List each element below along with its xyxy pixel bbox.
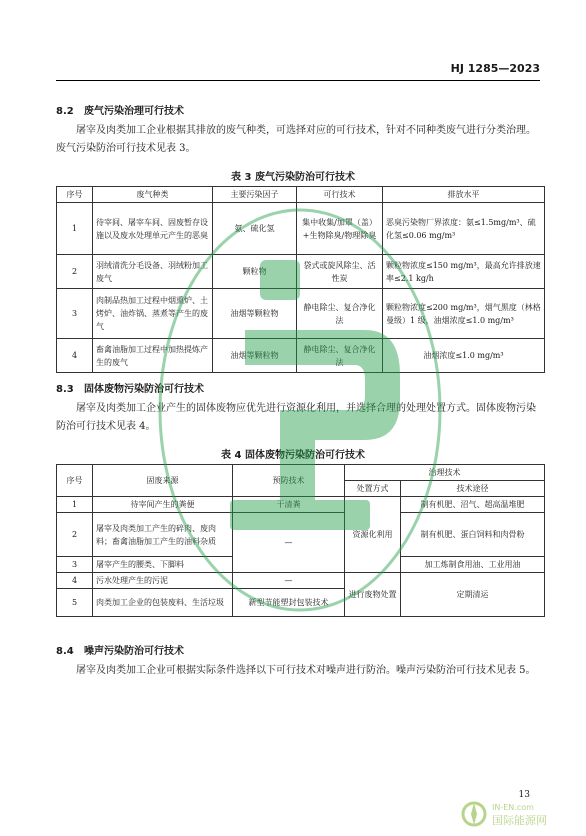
table-cell: 新型节能塑封包装技术 <box>233 589 345 617</box>
column-header: 处置方式 <box>345 481 401 497</box>
table-row <box>57 203 545 255</box>
table-cell: 制有机肥、沼气、超高温堆肥 <box>401 497 545 513</box>
table-header-row <box>57 187 545 203</box>
paragraph-8-2: 屠宰及肉类加工企业根据其排放的废气种类，可选择对应的可行技术，针对不同种类废气进行分类治理。废气污染防治可行技术见表 3。 <box>56 125 536 154</box>
table-cell: 静电除尘、复合净化法 <box>297 289 383 339</box>
section-heading-8-2 <box>56 102 184 117</box>
table-cell: 油烟等颗粒物 <box>213 339 297 373</box>
table-cell: 定期清运 <box>401 573 545 617</box>
column-header: 治理技术 <box>345 465 545 481</box>
table-cell: 氨、硫化氢 <box>213 203 297 255</box>
table-row <box>57 497 545 513</box>
table-cell: 5 <box>57 589 93 617</box>
page-number: 13 <box>518 790 530 800</box>
table-4 <box>56 464 545 617</box>
column-header: 序号 <box>57 465 93 497</box>
section-number: 8.4 <box>56 646 74 657</box>
table-cell: 3 <box>57 289 93 339</box>
section-heading-8-3 <box>56 380 204 395</box>
section-title: 废气污染治理可行技术 <box>84 106 184 117</box>
table-cell: 羽绒清洗分毛设备、羽绒粉加工废气 <box>93 255 213 289</box>
table-cell: 2 <box>57 513 93 557</box>
table-cell: 油烟浓度≤1.0 mg/m³ <box>383 339 545 373</box>
table-cell: 袋式或旋风除尘、活性炭 <box>297 255 383 289</box>
standard-code: HJ 1285—2023 <box>450 62 540 75</box>
table-row <box>57 289 545 339</box>
table-3 <box>56 186 545 373</box>
section-number: 8.2 <box>56 106 74 117</box>
table-cell: 畜禽油脂加工过程中加热提炼产生的废气 <box>93 339 213 373</box>
column-header: 主要污染因子 <box>213 187 297 203</box>
table-cell: 颗粒物浓度≤150 mg/m³，最高允许排放速率≤2.1 kg/h <box>383 255 545 289</box>
table-cell: — <box>233 513 345 573</box>
table-cell: 1 <box>57 203 93 255</box>
column-header: 预防技术 <box>233 465 345 497</box>
table-cell: 3 <box>57 557 93 573</box>
paragraph-8-4: 屠宰及肉类加工企业可根据实际条件选择以下可行技术对噪声进行防治。噪声污染防治可行技术见表 5。 <box>76 665 536 676</box>
table-cell: 1 <box>57 497 93 513</box>
table-header-row <box>57 465 545 481</box>
table-cell: 恶臭污染物厂界浓度：氨≤1.5mg/m³、硫化氢≤0.06 mg/m³ <box>383 203 545 255</box>
logo-line-2: 国际能源网 <box>492 814 547 827</box>
table-row <box>57 255 545 289</box>
table-cell: 肉制品热加工过程中烟熏炉、土烤炉、油炸锅、蒸煮等产生的废气 <box>93 289 213 339</box>
column-header: 技术途径 <box>401 481 545 497</box>
table-3-caption: 表 3 废气污染防治可行技术 <box>231 172 355 183</box>
section-title: 噪声污染防治可行技术 <box>84 646 184 657</box>
table-row <box>57 513 545 557</box>
table-cell: 油烟等颗粒物 <box>213 289 297 339</box>
table-cell: 待宰间产生的粪便 <box>93 497 233 513</box>
table-cell: 颗粒物 <box>213 255 297 289</box>
column-header: 排放水平 <box>383 187 545 203</box>
paragraph-8-3: 屠宰及肉类加工企业产生的固体废物应优先进行资源化利用，并选择合理的处理处置方式。固体废物污染防治可行技术见表 4。 <box>56 403 536 432</box>
table-cell: 屠宰产生的腰类、下脚料 <box>93 557 233 573</box>
table-cell: 屠宰及肉类加工产生的碎肉、废肉料；畜禽油脂加工产生的油料杂质 <box>93 513 233 557</box>
table-cell: 4 <box>57 573 93 589</box>
table-cell: 肉类加工企业的包装废料、生活垃圾 <box>93 589 233 617</box>
table-cell: 待宰间、屠宰车间、固废暂存设施以及废水处理单元产生的恶臭 <box>93 203 213 255</box>
table-4-caption: 表 4 固体废物污染防治可行技术 <box>221 450 365 461</box>
column-header: 可行技术 <box>297 187 383 203</box>
table-cell: 资源化利用 <box>345 497 401 573</box>
column-header: 废气种类 <box>93 187 213 203</box>
table-cell: 制有机肥、蛋白饲料和肉骨粉 <box>401 513 545 557</box>
section-number: 8.3 <box>56 384 74 395</box>
section-heading-8-4 <box>56 642 184 657</box>
table-row <box>57 339 545 373</box>
table-cell: 加工炼制食用油、工业用油 <box>401 557 545 573</box>
table-cell: 静电除尘、复合净化法 <box>297 339 383 373</box>
header-rule <box>56 80 540 81</box>
logo-line-1: IN-EN.com <box>492 803 534 812</box>
column-header: 固废来源 <box>93 465 233 497</box>
table-cell: 集中收集/加罩（盖）+生物除臭/物理除臭 <box>297 203 383 255</box>
table-cell: 4 <box>57 339 93 373</box>
table-row <box>57 573 545 589</box>
section-title: 固体废物污染防治可行技术 <box>84 384 204 395</box>
table-cell: 2 <box>57 255 93 289</box>
column-header: 序号 <box>57 187 93 203</box>
table-cell: — <box>233 573 345 589</box>
table-cell: 进行废物处置 <box>345 573 401 617</box>
table-cell: 污水处理产生的污泥 <box>93 573 233 589</box>
table-cell: 干清粪 <box>233 497 345 513</box>
table-cell: 颗粒物浓度≤200 mg/m³，烟气黑度（林格曼级）1 级，油烟浓度≤1.0 mg/m³ <box>383 289 545 339</box>
site-logo <box>458 796 568 832</box>
